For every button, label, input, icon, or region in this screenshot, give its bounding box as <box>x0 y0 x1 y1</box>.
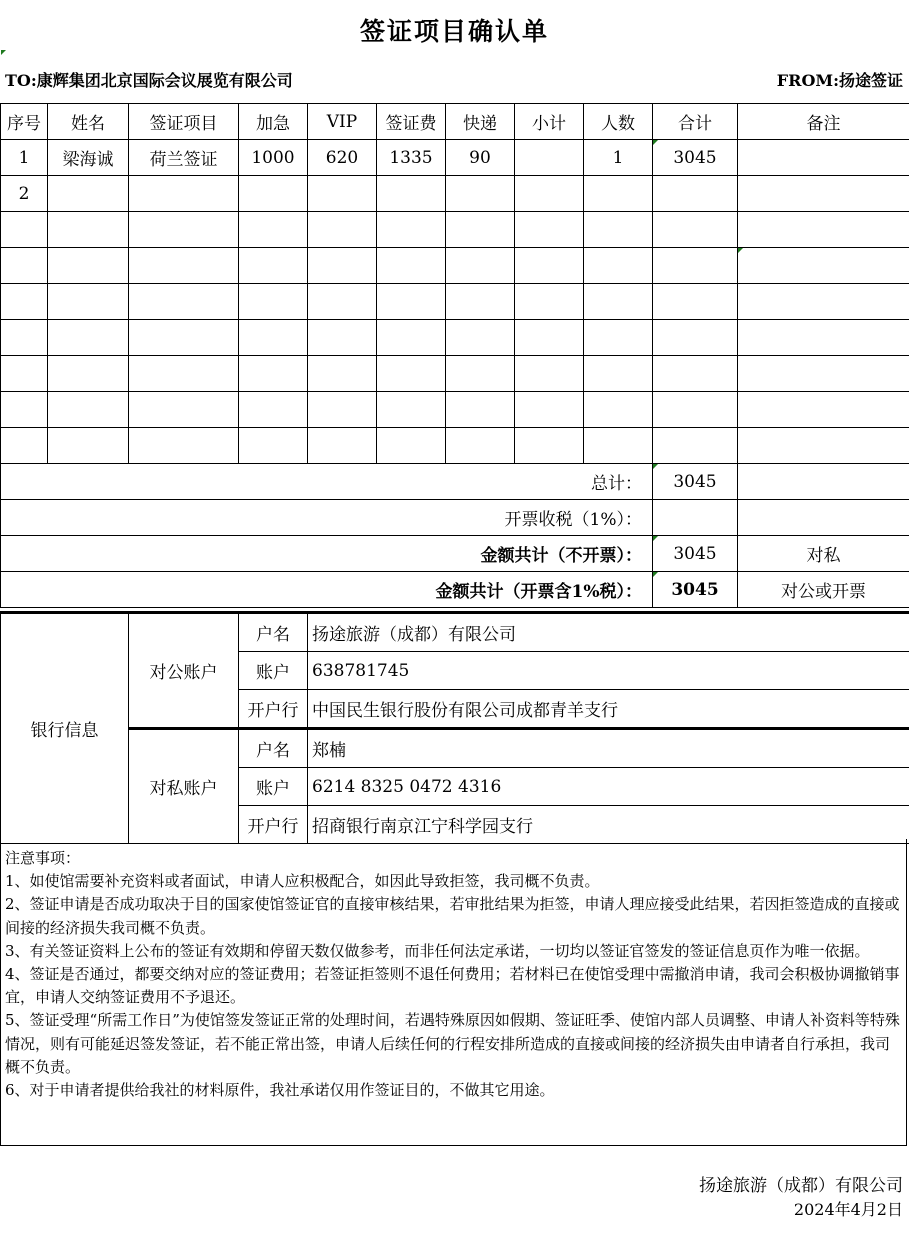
cell-urgent <box>239 320 308 356</box>
table-row <box>1 320 909 356</box>
header-name: 姓名 <box>48 104 129 140</box>
summary-note: 对私 <box>738 536 909 572</box>
cell-total: 3045 <box>653 140 738 176</box>
cell-count: 1 <box>584 140 653 176</box>
note-item: 2、签证申请是否成功取决于目的国家使馆签证官的直接审核结果，若审批结果为拒签，申请人理应接受此结果，若因拒签造成的直接或间接的经济损失我司概不负责。 <box>5 895 900 937</box>
visa-items-table <box>0 103 909 608</box>
header-remark: 备注 <box>738 104 909 140</box>
summary-label: 总计： <box>1 464 653 500</box>
cell-name <box>48 392 129 428</box>
cell-index <box>1 356 48 392</box>
cell-total <box>653 356 738 392</box>
cell-vip <box>308 284 377 320</box>
table-row <box>1 392 909 428</box>
cell-count <box>584 356 653 392</box>
table-row <box>1 140 909 176</box>
table-row <box>1 176 909 212</box>
note-item: 4、签证是否通过，都要交纳对应的签证费用；若签证拒签则不退任何费用；若材料已在使馆受理中需撤消申请，我司会积极协调撤销事宜，申请人交纳签证费用不予退还。 <box>5 965 900 1007</box>
cell-remark <box>738 392 909 428</box>
cell-total <box>653 176 738 212</box>
summary-no-invoice-row <box>1 536 909 572</box>
public-account-name: 扬途旅游（成都）有限公司 <box>308 613 909 652</box>
cell-urgent <box>239 356 308 392</box>
private-account-name: 郑楠 <box>308 729 909 768</box>
cell-express <box>446 392 515 428</box>
public-account-number: 638781745 <box>308 652 909 690</box>
cell-express: 90 <box>446 140 515 176</box>
summary-label: 开票收税（1%）： <box>1 500 653 536</box>
to-recipient: TO:康辉集团北京国际会议展览有限公司 <box>5 71 293 90</box>
cell-subtotal <box>515 392 584 428</box>
summary-note: 对公或开票 <box>738 572 909 608</box>
cell-visa-item <box>129 284 239 320</box>
footer-company: 扬途旅游（成都）有限公司 <box>699 1176 903 1196</box>
cell-subtotal <box>515 248 584 284</box>
cell-count <box>584 392 653 428</box>
cell-vip <box>308 428 377 464</box>
cell-name: 梁海诚 <box>48 140 129 176</box>
cell-subtotal <box>515 284 584 320</box>
cell-total <box>653 428 738 464</box>
cell-total <box>653 320 738 356</box>
cell-visa-item <box>129 320 239 356</box>
cell-name <box>48 176 129 212</box>
public-bank-branch: 中国民生银行股份有限公司成都青羊支行 <box>308 690 909 729</box>
cell-visa-fee <box>377 356 446 392</box>
cell-vip <box>308 176 377 212</box>
cell-express <box>446 320 515 356</box>
cell-total <box>653 248 738 284</box>
private-account-number: 6214 8325 0472 4316 <box>308 768 909 806</box>
cell-urgent <box>239 428 308 464</box>
cell-index <box>1 212 48 248</box>
summary-value: 3045 <box>653 536 738 572</box>
cell-count <box>584 212 653 248</box>
cell-visa-fee <box>377 428 446 464</box>
header-visa-item: 签证项目 <box>129 104 239 140</box>
cell-express <box>446 356 515 392</box>
cell-count <box>584 428 653 464</box>
cell-urgent <box>239 284 308 320</box>
cell-visa-item <box>129 392 239 428</box>
summary-invoice-row <box>1 572 909 608</box>
cell-express <box>446 176 515 212</box>
cell-name <box>48 428 129 464</box>
public-account-label: 对公账户 <box>129 613 239 729</box>
cell-visa-item <box>129 428 239 464</box>
cell-remark <box>738 212 909 248</box>
cell-vip <box>308 248 377 284</box>
summary-note <box>738 500 909 536</box>
cell-subtotal <box>515 212 584 248</box>
cell-visa-fee <box>377 248 446 284</box>
summary-label: 金额共计（不开票）： <box>1 536 653 572</box>
cell-visa-item <box>129 212 239 248</box>
bank-info-table <box>0 611 909 844</box>
cell-name <box>48 248 129 284</box>
account-name-label: 户名 <box>239 613 308 652</box>
cell-index <box>1 428 48 464</box>
table-row <box>1 212 909 248</box>
header-vip: VIP <box>308 104 377 140</box>
summary-value <box>653 500 738 536</box>
cell-urgent <box>239 176 308 212</box>
header-subtotal: 小计 <box>515 104 584 140</box>
cell-count <box>584 248 653 284</box>
cell-vip <box>308 392 377 428</box>
cell-visa-item <box>129 248 239 284</box>
cell-remark <box>738 140 909 176</box>
cell-express <box>446 428 515 464</box>
cell-remark <box>738 428 909 464</box>
summary-label: 金额共计（开票含1%税）： <box>1 572 653 608</box>
cell-urgent <box>239 392 308 428</box>
cell-vip: 620 <box>308 140 377 176</box>
cell-index <box>1 284 48 320</box>
header-express: 快递 <box>446 104 515 140</box>
cell-visa-fee <box>377 320 446 356</box>
cell-remark <box>738 284 909 320</box>
cell-count <box>584 284 653 320</box>
cell-urgent <box>239 212 308 248</box>
summary-value: 3045 <box>653 464 738 500</box>
table-header-row <box>1 104 909 140</box>
bank-info-title: 银行信息 <box>1 613 129 844</box>
cell-name <box>48 356 129 392</box>
cell-remark <box>738 248 909 284</box>
summary-note <box>738 464 909 500</box>
from-sender: FROM:扬途签证 <box>776 71 903 90</box>
account-number-label: 账户 <box>239 768 308 806</box>
cell-name <box>48 320 129 356</box>
cell-total <box>653 284 738 320</box>
page-title: 签证项目确认单 <box>359 17 549 46</box>
account-name-label: 户名 <box>239 729 308 768</box>
cell-name <box>48 284 129 320</box>
cell-urgent: 1000 <box>239 140 308 176</box>
account-number-label: 账户 <box>239 652 308 690</box>
cell-vip <box>308 356 377 392</box>
bank-branch-label: 开户行 <box>239 806 308 844</box>
cell-visa-fee <box>377 392 446 428</box>
table-row <box>1 284 909 320</box>
cell-vip <box>308 212 377 248</box>
cell-marker <box>1 50 6 55</box>
cell-subtotal <box>515 428 584 464</box>
cell-total <box>653 212 738 248</box>
note-item: 3、有关签证资料上公布的签证有效期和停留天数仅做参考，而非任何法定承诺，一切均以签证官签发的签证信息页作为唯一依据。 <box>5 941 870 960</box>
notes-heading: 注意事项： <box>5 849 81 867</box>
cell-vip <box>308 320 377 356</box>
cell-count <box>584 176 653 212</box>
cell-visa-item: 荷兰签证 <box>129 140 239 176</box>
cell-index: 1 <box>1 140 48 176</box>
header-total: 合计 <box>653 104 738 140</box>
summary-tax-row <box>1 500 909 536</box>
cell-visa-fee <box>377 212 446 248</box>
bank-row <box>1 613 909 652</box>
summary-total-row <box>1 464 909 500</box>
table-row <box>1 428 909 464</box>
cell-visa-fee <box>377 284 446 320</box>
header-urgent: 加急 <box>239 104 308 140</box>
summary-value: 3045 <box>653 572 738 608</box>
cell-visa-item <box>129 176 239 212</box>
cell-subtotal <box>515 356 584 392</box>
private-account-label: 对私账户 <box>129 729 239 844</box>
cell-total <box>653 392 738 428</box>
cell-subtotal <box>515 140 584 176</box>
cell-remark <box>738 356 909 392</box>
footer-date: 2024年4月2日 <box>793 1200 903 1219</box>
cell-visa-fee <box>377 176 446 212</box>
bank-branch-label: 开户行 <box>239 690 308 729</box>
cell-name <box>48 212 129 248</box>
cell-index <box>1 320 48 356</box>
cell-index <box>1 392 48 428</box>
cell-subtotal <box>515 176 584 212</box>
table-row <box>1 356 909 392</box>
notes-section <box>0 839 907 1146</box>
header-index: 序号 <box>1 104 48 140</box>
cell-index: 2 <box>1 176 48 212</box>
cell-index <box>1 248 48 284</box>
header-visa-fee: 签证费 <box>377 104 446 140</box>
cell-visa-item <box>129 356 239 392</box>
bank-row <box>1 729 909 768</box>
cell-express <box>446 248 515 284</box>
note-item: 1、如使馆需要补充资料或者面试，申请人应积极配合，如因此导致拒签，我司概不负责。 <box>5 872 600 891</box>
cell-remark <box>738 176 909 212</box>
private-bank-branch: 招商银行南京江宁科学园支行 <box>308 806 909 844</box>
note-item: 6、对于申请者提供给我社的材料原件，我社承诺仅用作签证目的，不做其它用途。 <box>5 1081 555 1100</box>
table-row <box>1 248 909 284</box>
cell-urgent <box>239 248 308 284</box>
cell-count <box>584 320 653 356</box>
cell-subtotal <box>515 320 584 356</box>
cell-remark <box>738 320 909 356</box>
cell-express <box>446 284 515 320</box>
cell-express <box>446 212 515 248</box>
note-item: 5、签证受理“所需工作日”为使馆签发签证正常的处理时间，若遇特殊原因如假期、签证旺季、使馆内部人员调整、申请人补资料等特殊情况，则有可能延迟签发签证，若不能正常出签，申请人后续任何的行程安排所造成的直接或间接的经济损失由申请者自行承担，我司概不负责。 <box>5 1011 900 1076</box>
header-count: 人数 <box>584 104 653 140</box>
cell-visa-fee: 1335 <box>377 140 446 176</box>
